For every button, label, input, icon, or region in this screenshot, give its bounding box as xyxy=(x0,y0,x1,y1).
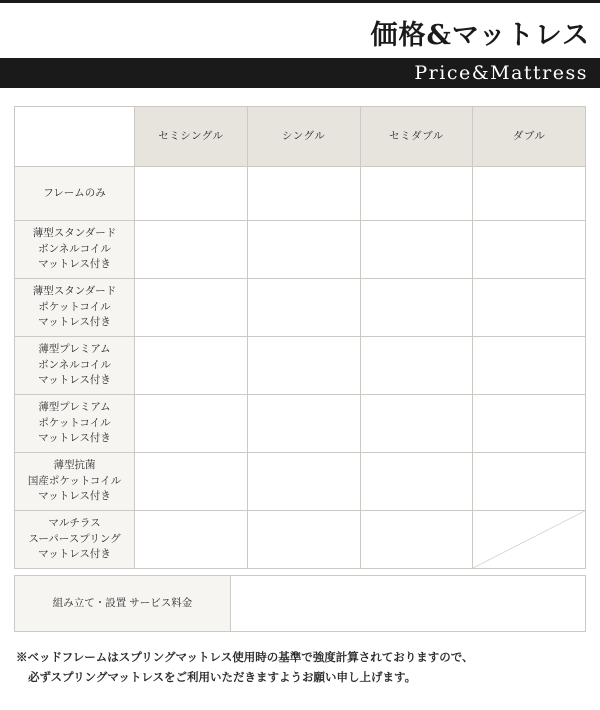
row-label-line: フレームのみ xyxy=(43,186,106,199)
price-cell xyxy=(360,221,473,279)
table-row xyxy=(15,395,586,453)
price-cell-unavailable xyxy=(473,511,586,569)
table-header-row xyxy=(15,107,586,167)
price-cell xyxy=(135,453,248,511)
table-row xyxy=(15,167,586,221)
table-row xyxy=(15,453,586,511)
row-label-line: マットレス付き xyxy=(38,258,111,271)
price-table xyxy=(14,106,586,569)
price-cell xyxy=(135,511,248,569)
column-header-single: シングル xyxy=(247,107,360,167)
price-cell xyxy=(360,511,473,569)
price-cell xyxy=(473,453,586,511)
price-cell xyxy=(473,395,586,453)
row-header-thin-standard-pocket xyxy=(15,279,135,337)
price-cell xyxy=(360,279,473,337)
row-label-line: マットレス付き xyxy=(38,548,111,561)
service-fee-row xyxy=(15,576,586,632)
footnote-line-2: 必ずスプリングマットレスをご利用いただきますようお願い申し上げます。 xyxy=(28,672,417,685)
row-label-line: マットレス付き xyxy=(38,432,111,445)
column-header-semi-double: セミダブル xyxy=(360,107,473,167)
page-title-en: Price&Mattress xyxy=(414,62,588,84)
row-header-thin-antibacterial-domestic-pocket xyxy=(15,453,135,511)
row-label-line: ポケットコイル xyxy=(38,300,111,313)
column-header-double: ダブル xyxy=(473,107,586,167)
row-label-line: 薄型プレミアム xyxy=(38,342,111,355)
row-label-line: マットレス付き xyxy=(38,374,111,387)
row-label-line: マルチラス xyxy=(48,516,101,529)
diagonal-strike-icon xyxy=(473,511,585,568)
price-cell xyxy=(247,337,360,395)
service-fee-table xyxy=(14,575,586,632)
table-corner-cell xyxy=(15,107,135,167)
page-header xyxy=(0,0,600,90)
row-label-line: 薄型プレミアム xyxy=(38,400,111,413)
row-label-line: スーパースプリング xyxy=(28,532,121,545)
price-cell xyxy=(473,337,586,395)
row-header-multilas-super-spring xyxy=(15,511,135,569)
price-cell xyxy=(247,221,360,279)
table-row xyxy=(15,221,586,279)
price-cell xyxy=(473,221,586,279)
column-header-semi-single: セミシングル xyxy=(135,107,248,167)
footnote-line-1: ※ベッドフレームはスプリングマットレス使用時の基準で強度計算されておりますので、 xyxy=(16,652,474,664)
row-header-thin-premium-pocket xyxy=(15,395,135,453)
price-cell xyxy=(360,395,473,453)
row-header-thin-premium-bonnell xyxy=(15,337,135,395)
service-fee-label xyxy=(15,576,231,632)
price-cell xyxy=(135,167,248,221)
service-label-line: 組み立て・設置 xyxy=(52,597,127,610)
row-header-thin-standard-bonnell xyxy=(15,221,135,279)
price-cell xyxy=(360,337,473,395)
row-label-line: マットレス付き xyxy=(38,316,111,329)
row-label-line: ポケットコイル xyxy=(38,416,111,429)
price-cell xyxy=(360,167,473,221)
price-cell xyxy=(247,279,360,337)
footnote xyxy=(16,648,586,688)
table-row xyxy=(15,511,586,569)
price-table-wrapper xyxy=(14,106,586,632)
table-row xyxy=(15,337,586,395)
price-cell xyxy=(135,395,248,453)
row-label-line: 薄型スタンダード xyxy=(32,226,117,239)
page-title-jp: 価格&マットレス xyxy=(370,20,590,51)
row-label-line: 国産ポケットコイル xyxy=(27,474,122,487)
table-row xyxy=(15,279,586,337)
header-top-rule xyxy=(0,0,600,3)
service-label-line: サービス料金 xyxy=(129,597,193,610)
row-label-line: 薄型抗菌 xyxy=(53,458,96,471)
row-label-line: ボンネルコイル xyxy=(38,358,111,371)
price-cell xyxy=(135,337,248,395)
price-cell xyxy=(135,221,248,279)
price-cell xyxy=(247,395,360,453)
price-cell xyxy=(360,453,473,511)
row-label-line: 薄型スタンダード xyxy=(32,284,117,297)
price-cell xyxy=(473,279,586,337)
price-cell xyxy=(247,511,360,569)
row-label-line: ボンネルコイル xyxy=(38,242,111,255)
price-cell xyxy=(135,279,248,337)
row-label-line: マットレス付き xyxy=(38,490,111,503)
price-cell xyxy=(247,453,360,511)
service-fee-value xyxy=(231,576,586,632)
price-cell xyxy=(473,167,586,221)
price-cell xyxy=(247,167,360,221)
row-header-frame-only xyxy=(15,167,135,221)
